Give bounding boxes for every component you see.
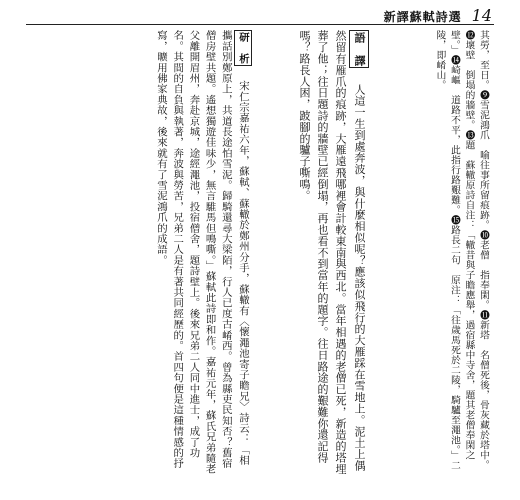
analysis-section (26, 30, 252, 475)
translation-tag: 語 譯 (349, 30, 369, 68)
page-number: 14 (471, 6, 492, 25)
header-rule (26, 24, 494, 25)
annotation-notes: 其勞，至日。❾雪泥鴻爪 喻往事所留痕跡。❿老僧 指奉閑。⓫新塔 名僧死後，骨灰藏於塔中。⓬壞壁 倒塌的牆壁。⓭題 蘇轍原詩自注：「轍昔與子瞻應舉，過宿縣中寺舍，題其老僧奉閑之壁。」⓮崎嶇 道路不平，此指行路艱難。⓯路長二句 原注：「往歲馬死於二陵，騎驢至澠池。」二陵，即崤山。 (434, 30, 489, 471)
translation-section (261, 30, 369, 475)
translation-text: 人這一生到處奔波，與什麼相似呢？應該似飛行的大雁踩在雪地上。泥土上偶然留有雁爪的痕跡，大雁遠飛哪裡會計較東南與西北。當年相遇的老僧已死，新造的塔埋葬了他；往日題詩的牆壁已經倒塌，再也看不到當年的題字。往日路途的艱難你還記得嗎？路長人困，跛腳的驢子嘶鳴。 (298, 30, 366, 475)
analysis-tag: 研 析 (234, 30, 252, 66)
running-title: 新譯蘇軾詩選 (383, 10, 462, 24)
page-header (384, 6, 492, 25)
analysis-text: 宋仁宗嘉祐六年，蘇軾、蘇轍於鄭州分手，蘇轍有〈懷澠池寄子瞻兄〉詩云：「相攜話別鄭原上，共道長途怕雪泥。歸騎還尋大梁陌，行人已度古崤西。曾為縣吏民知否？舊宿僧房壁共題。遙想獨遊佳味少，無言騅馬但鳴嘶。」蘇軾此詩即和作。嘉祐元年，蘇氏兄弟隨老父離開眉州，奔赴京城，途經澠池，投宿僧舍，題詩壁上。後來兄弟二人同中進士，成了功名。其間的自負與執著，奔波與勞苦，兄弟二人是有著共同經歷的。首四句便是這種情感的抒寫，曠用佛家典故，後來就有了雪泥鴻爪的成語。 (154, 30, 249, 475)
